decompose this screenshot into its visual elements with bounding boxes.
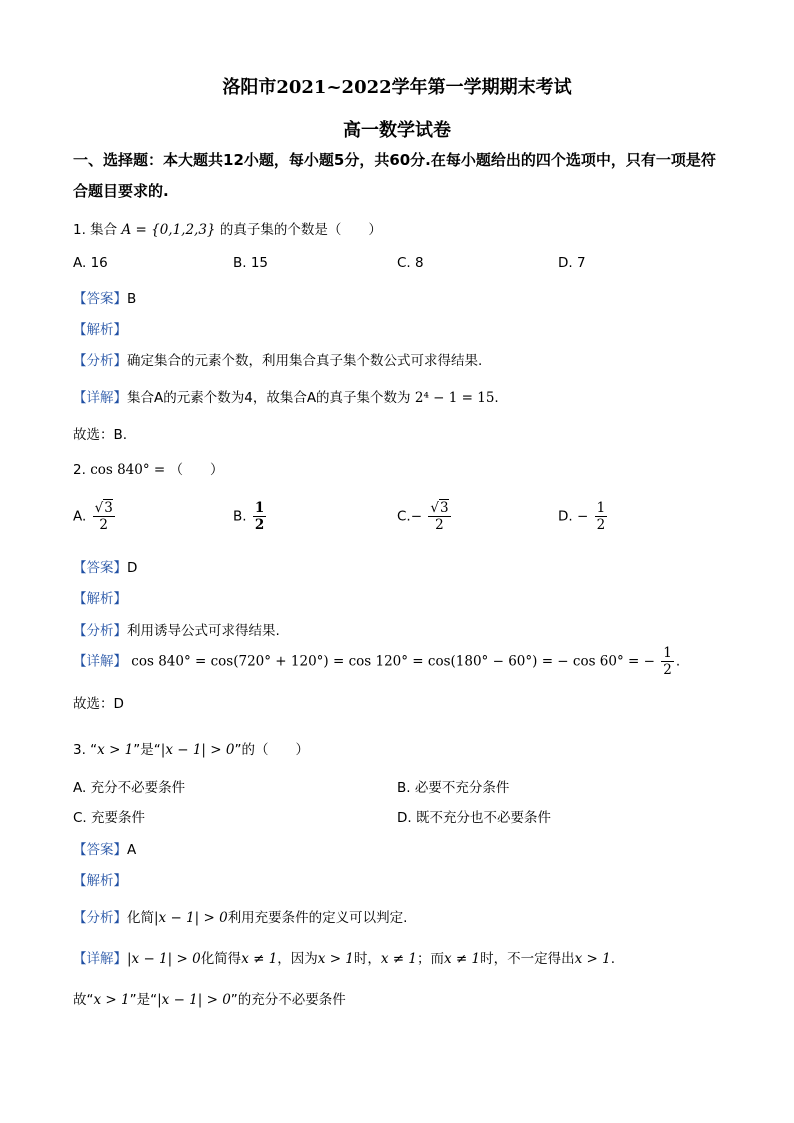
q3-option-a: A. 充分不必要条件 [73, 780, 186, 796]
q3-detail: 【详解】|x − 1| > 0化简得x ≠ 1，因为x > 1时，x ≠ 1；而x ≠ 1时，不一定得出x > 1. [73, 951, 616, 967]
q1-option-c: C. 8 [397, 255, 424, 271]
q3-option-c: C. 充要条件 [73, 810, 146, 826]
q1-option-a: A. 16 [73, 255, 108, 271]
q1-option-d: D. 7 [558, 255, 586, 271]
q2-answer: 【答案】D [73, 560, 138, 576]
q1-detail: 【详解】集合A的元素个数为4，故集合A的真子集个数为 2⁴ − 1 = 15. [73, 390, 499, 406]
q2-option-c: C.− $\frac{√3}{2}$ [397, 500, 449, 533]
q1-choose: 故选：B. [73, 427, 128, 443]
q2-analysis-tag: 【解析】 [73, 591, 127, 607]
q3-stem: 3. “x > 1”是“|x − 1| > 0”的（ ） [73, 742, 309, 758]
q1-option-b: B. 15 [233, 255, 269, 271]
q1-fenxi: 【分析】确定集合的元素个数，利用集合真子集个数公式可求得结果. [73, 353, 483, 369]
q2-stem: 2. cos 840° = （ ） [73, 462, 224, 478]
q2-option-b: B. $\frac{1}{2}$ [233, 500, 265, 533]
q1-answer: 【答案】B [73, 291, 137, 307]
page-subtitle: 高一数学试卷 [343, 120, 451, 141]
q3-conclusion: 故“x > 1”是“|x − 1| > 0”的充分不必要条件 [73, 992, 346, 1008]
q3-analysis-tag: 【解析】 [73, 873, 127, 889]
q2-detail: 【详解】 cos 840° = cos(720° + 120°) = cos 120° = cos(180° − 60°) = − cos 60° = − $\frac{1}{2}$ . [73, 645, 681, 678]
q1-stem: 1. 集合 A = {0,1,2,3} 的真子集的个数是（ ） [73, 222, 382, 238]
q2-fenxi: 【分析】利用诱导公式可求得结果. [73, 623, 280, 639]
q3-option-d: D. 既不充分也不必要条件 [397, 810, 551, 826]
q1-analysis-tag: 【解析】 [73, 322, 127, 338]
q2-choose: 故选：D [73, 696, 124, 712]
q3-answer: 【答案】A [73, 842, 137, 858]
q2-option-d: D. − $\frac{1}{2}$ [558, 500, 606, 533]
page-title: 洛阳市2021~2022学年第一学期期末考试 [222, 77, 572, 98]
q3-fenxi: 【分析】化简|x − 1| > 0利用充要条件的定义可以判定. [73, 910, 408, 926]
section-heading: 一、选择题：本大题共12小题，每小题5分，共60分.在每小题给出的四个选项中，只有一项是符合题目要求的. [73, 151, 716, 200]
q2-option-a: A. $\frac{√3}{2}$ [73, 500, 113, 533]
q3-option-b: B. 必要不充分条件 [397, 780, 510, 796]
